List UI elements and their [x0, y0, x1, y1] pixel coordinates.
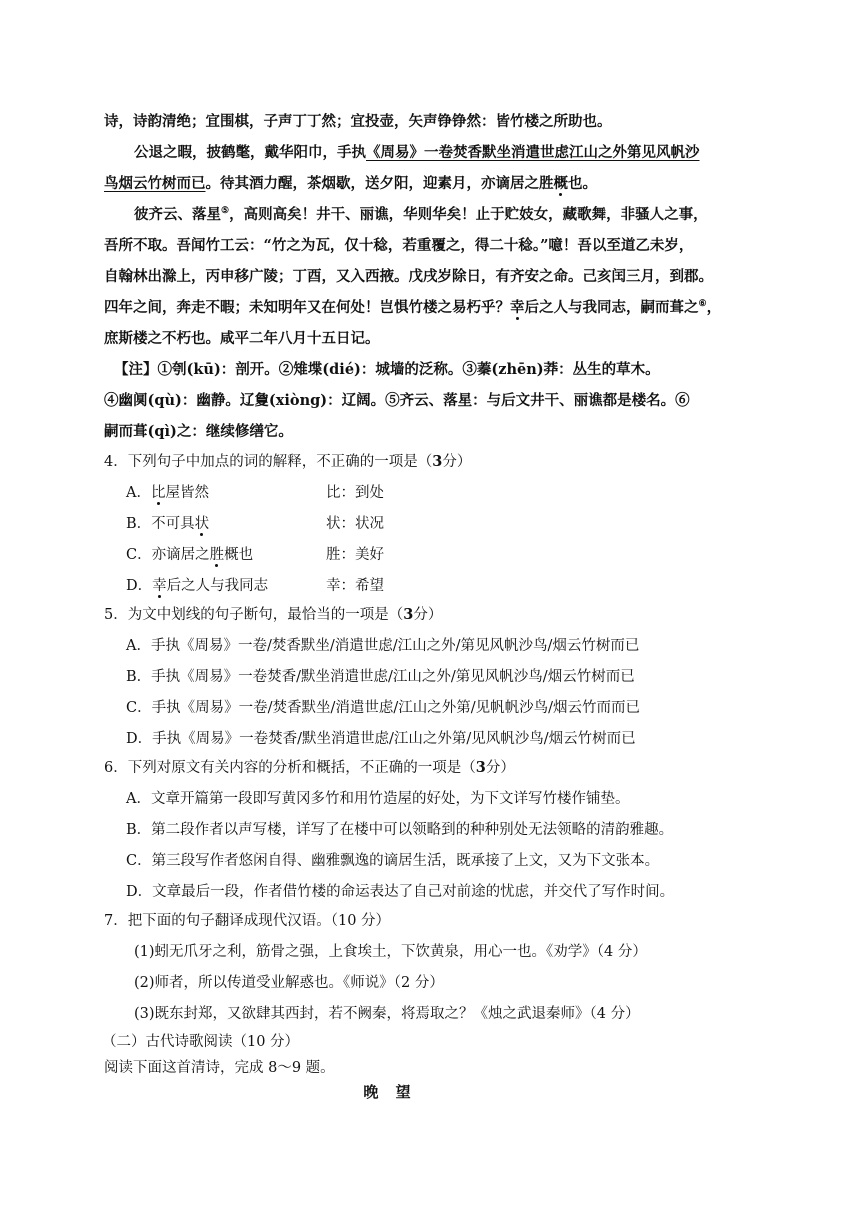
question-5-stem — [104, 605, 442, 625]
option-text: 后之人与我同志 — [166, 578, 269, 594]
notes-line-3 — [104, 422, 293, 442]
option-text: A．文章开篇第一段即写黄冈多竹和用竹造屋的好处，为下文详写竹楼作铺垫。 — [126, 791, 630, 807]
passage-text: ，高则高矣！井干、丽谯，华则华矣！止于贮妓女，藏歌舞，非骚人之事， — [229, 206, 708, 223]
section-2-heading — [102, 1032, 299, 1052]
question-4-option-d — [126, 576, 384, 596]
question-4-option-a — [126, 483, 384, 503]
footnote-marker: ⑤ — [221, 206, 230, 217]
passage-paragraph-3-line-4 — [104, 298, 721, 318]
poem-title: 晚 望 — [363, 1083, 417, 1101]
note-text: 【注】①刳(kū)：剖开。②雉堞(dié)：城墙的泛称。③蓁(zhēn)莽：丛生的草木。 — [114, 361, 660, 378]
passage-text: 诗，诗韵清绝；宜围棋，子声丁丁然；宜投壶，矢声铮铮然：皆竹楼之所助也。 — [104, 113, 612, 130]
question-text: 分） — [413, 607, 443, 623]
option-gloss: 幸：希望 — [326, 578, 384, 594]
question-6-option-d — [126, 882, 674, 902]
option-gloss: 比：到处 — [326, 485, 384, 501]
option-letter: A． — [126, 485, 151, 501]
question-text: 5．为文中划线的句子断句，最恰当的一项是（ — [104, 607, 404, 623]
question-text: 4．下列句子中加点的词的解释，不正确的一项是（ — [104, 454, 433, 470]
underlined-sentence: 《周易》一卷焚香默坐消遣世虑江山之外第见风帆沙 — [366, 144, 700, 161]
passage-text: 庶斯楼之不朽也。咸平二年八月十五日记。 — [104, 330, 380, 347]
dotted-character: 概 — [553, 175, 568, 192]
question-4-option-b — [126, 514, 384, 534]
question-text: 分） — [485, 760, 515, 776]
question-5-option-b — [126, 667, 635, 687]
question-text: 7．把下面的句子翻译成现代汉语。（10 分） — [104, 913, 391, 929]
option-text: 概也 — [224, 547, 254, 563]
dotted-character: 状 — [194, 516, 210, 532]
notes-line-1 — [114, 360, 660, 380]
option-text: 不可具 — [151, 516, 195, 532]
passage-text: 也。 — [568, 175, 597, 192]
instruction-text: 阅读下面这首清诗，完成 8～9 题。 — [104, 1060, 335, 1076]
note-text: 嗣而葺(qì)之：继续修缮它。 — [104, 423, 293, 440]
option-text: 亦谪居之 — [151, 547, 210, 563]
question-6-option-a — [126, 789, 629, 809]
question-4-option-c — [126, 545, 384, 565]
footnote-marker: ⑥ — [698, 299, 707, 310]
passage-paragraph-3-line-1 — [134, 205, 708, 225]
option-letter: C． — [126, 547, 152, 563]
question-6-stem — [104, 758, 515, 778]
question-5-option-a — [126, 636, 639, 656]
question-6-option-c — [126, 851, 659, 871]
score: 3 — [403, 606, 414, 623]
passage-paragraph-3-line-2 — [104, 236, 693, 256]
passage-text: 吾所不取。吾闻竹工云：“竹之为瓦，仅十稔，若重覆之，得二十稔。”噫！吾以至道乙未岁， — [104, 237, 694, 254]
passage-paragraph-2-line-2 — [104, 174, 597, 194]
question-7-stem — [104, 911, 390, 931]
option-gloss: 状：状况 — [326, 516, 384, 532]
option-text: C．第三段写作者悠闲自得、幽雅飘逸的谪居生活，既承接了上文，又为下文张本。 — [126, 853, 660, 869]
translation-item: (2)师者，所以传道受业解惑也。《师说》（2 分） — [134, 975, 444, 991]
option-text: B．第二段作者以声写楼，详写了在楼中可以领略到的种种别处无法领略的清韵雅趣。 — [126, 822, 674, 838]
option-text: C．手执《周易》一卷/焚香默坐/消遣世虑/江山之外第/见帆帆沙鸟/烟云竹而而已 — [126, 700, 641, 716]
option-text: B．手执《周易》一卷焚香/默坐消遣世虑/江山之外/第见风帆沙鸟/烟云竹树而已 — [126, 669, 635, 685]
option-letter: B． — [126, 516, 152, 532]
passage-paragraph-3-line-3 — [104, 267, 713, 287]
question-4-stem — [104, 452, 471, 472]
passage-text: 。待其酒力醒，茶烟歇，送夕阳，迎素月，亦谪居之胜 — [205, 175, 554, 192]
note-text: ④幽阒(qù)：幽静。辽敻(xiòng)：辽阔。⑤齐云、落星：与后文井干、丽谯都是楼名。⑥ — [104, 392, 690, 409]
question-5-option-c — [126, 698, 640, 718]
option-text: D．文章最后一段，作者借竹楼的命运表达了自己对前途的忧虑，并交代了写作时间。 — [126, 884, 675, 900]
option-text: D．手执《周易》一卷焚香/默坐消遣世虑/江山之外第/见风帆沙鸟/烟云竹树而已 — [126, 731, 636, 747]
question-text: 分） — [442, 454, 472, 470]
score: 3 — [475, 759, 486, 776]
passage-text: 自翰林出滁上，丙申移广陵；丁酉，又入西掖。戊戌岁除日，有齐安之命。己亥闰三月，到郡。 — [104, 268, 713, 285]
translation-item: (1)蚓无爪牙之利，筋骨之强，上食埃土，下饮黄泉，用心一也。《劝学》（4 分） — [134, 944, 647, 960]
option-letter: D． — [126, 578, 153, 594]
passage-text: 四年之间，奔走不暇；未知明年又在何处！岂惧竹楼之易朽乎？ — [104, 299, 510, 316]
option-text: 屋皆然 — [165, 485, 209, 501]
score: 3 — [432, 453, 443, 470]
passage-text: 彼齐云、落星 — [134, 206, 221, 223]
passage-text: 公退之暇，披鹤氅，戴华阳巾，手执 — [134, 144, 366, 161]
question-7-item-2 — [134, 973, 444, 993]
passage-text: ， — [706, 299, 722, 316]
section-2-instruction — [104, 1058, 335, 1078]
translation-item: (3)既东封郑，又欲肆其西封，若不阙秦，将焉取之？《烛之武退秦师》（4 分） — [134, 1006, 640, 1022]
dotted-character: 胜 — [209, 547, 225, 563]
passage-paragraph-3-line-5 — [104, 329, 380, 349]
dotted-character: 幸 — [510, 299, 525, 316]
passage-paragraph-1-tail — [104, 112, 612, 132]
dotted-character: 比 — [150, 485, 166, 501]
section-heading: （二）古代诗歌阅读（10 分） — [102, 1034, 300, 1050]
option-text: A．手执《周易》一卷/焚香默坐/消遣世虑/江山之外/第见风帆沙鸟/烟云竹树而已 — [126, 638, 640, 654]
passage-text: 后之人与我同志，嗣而葺之 — [524, 299, 699, 316]
question-6-option-b — [126, 820, 673, 840]
passage-paragraph-2-line-1 — [134, 143, 700, 163]
question-7-item-3 — [134, 1004, 640, 1024]
underlined-sentence: 鸟烟云竹树而已 — [104, 175, 206, 192]
notes-line-2 — [104, 391, 690, 411]
question-5-option-d — [126, 729, 636, 749]
dotted-character: 幸 — [152, 578, 167, 594]
option-gloss: 胜：美好 — [326, 547, 384, 563]
question-7-item-1 — [134, 942, 647, 962]
question-text: 6．下列对原文有关内容的分析和概括，不正确的一项是（ — [104, 760, 476, 776]
